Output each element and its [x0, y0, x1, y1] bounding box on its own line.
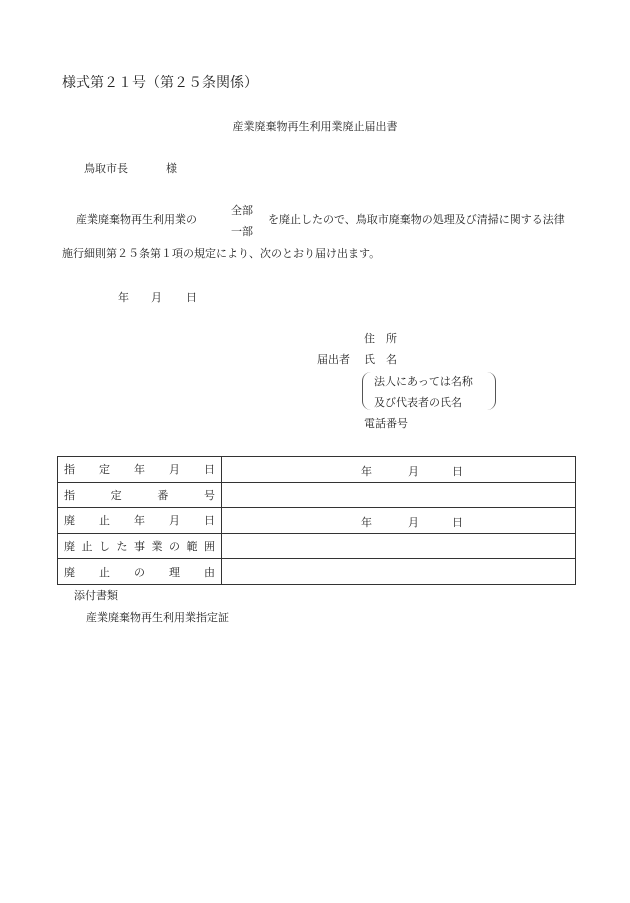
date-day: 日 — [452, 516, 463, 530]
date-day: 日 — [452, 465, 463, 478]
row-label — [58, 559, 222, 585]
label-char: 指 — [64, 463, 75, 477]
table-row — [58, 533, 576, 559]
choice-part: 一部 — [231, 225, 253, 238]
submission-date — [118, 292, 197, 303]
label-char: 由 — [204, 565, 215, 579]
label-char: 範 — [186, 540, 198, 554]
table-row — [58, 457, 576, 483]
label-char: 月 — [169, 514, 180, 528]
label-char: 年 — [134, 463, 145, 477]
label-char: 止 — [81, 540, 93, 554]
date-month: 月 — [151, 291, 162, 304]
addressee — [84, 163, 177, 174]
label-char: 止 — [99, 565, 110, 579]
table-row — [58, 559, 576, 585]
addressee-honorific: 様 — [166, 162, 177, 175]
label-char: 月 — [169, 463, 180, 477]
form-number: 様式第２１号（第２５条関係） — [62, 75, 258, 91]
table-row — [58, 482, 576, 508]
label-char: 廃 — [64, 540, 75, 554]
row-label — [58, 533, 222, 559]
label-char: 囲 — [204, 540, 215, 554]
row-value[interactable] — [222, 533, 576, 559]
addressee-name: 鳥取市長 — [84, 162, 128, 175]
row-label — [58, 482, 222, 508]
label-char: 日 — [204, 463, 215, 477]
attachments-item: 産業廃棄物再生利用業指定証 — [86, 611, 229, 624]
attachments-label: 添付書類 — [74, 589, 118, 602]
row-value[interactable] — [222, 482, 576, 508]
label-char: 廃 — [64, 514, 75, 528]
label-char: 廃 — [64, 565, 75, 579]
label-char: 日 — [204, 514, 215, 528]
date-year: 年 — [361, 516, 372, 530]
corporation-note-line1: 法人にあっては名称 — [374, 375, 473, 388]
label-char: 号 — [203, 488, 215, 502]
label-char: た — [116, 540, 128, 554]
row-value[interactable] — [222, 457, 576, 483]
row-label — [58, 457, 222, 483]
label-char: 定 — [99, 463, 110, 477]
row-value[interactable] — [222, 508, 576, 534]
label-char: 止 — [99, 514, 110, 528]
address-label: 住 所 — [364, 332, 397, 345]
document-title: 産業廃棄物再生利用業廃止届出書 — [232, 120, 398, 133]
row-value[interactable] — [222, 559, 576, 585]
label-char: し — [99, 540, 110, 554]
body-text-prefix: 産業廃棄物再生利用業の — [76, 213, 197, 226]
corporation-note-line2: 及び代表者の氏名 — [374, 396, 462, 409]
details-table — [57, 456, 576, 585]
filer-label: 届出者 — [317, 353, 350, 366]
label-char: の — [134, 565, 145, 579]
row-label — [58, 508, 222, 534]
label-char: 定 — [110, 488, 122, 502]
date-month: 月 — [408, 465, 419, 478]
label-char: 指 — [64, 488, 75, 502]
label-char: 理 — [169, 565, 180, 579]
date-year: 年 — [361, 465, 372, 478]
name-label: 氏 名 — [364, 353, 397, 366]
label-char: 番 — [157, 488, 169, 502]
phone-label: 電話番号 — [364, 417, 408, 430]
body-text-suffix: を廃止したので、鳥取市廃棄物の処理及び清掃に関する法律 — [268, 213, 565, 226]
label-char: 年 — [134, 514, 145, 528]
label-char: 事 — [134, 540, 145, 554]
table-row — [58, 508, 576, 534]
label-char: の — [169, 540, 180, 554]
choice-all: 全部 — [231, 204, 253, 217]
body-text-line2: 施行細則第２５条第１項の規定により、次のとおり届け出ます。 — [62, 247, 381, 260]
date-month: 月 — [408, 516, 419, 530]
date-year: 年 — [118, 291, 129, 304]
label-char: 業 — [151, 540, 163, 554]
date-day: 日 — [186, 291, 197, 304]
